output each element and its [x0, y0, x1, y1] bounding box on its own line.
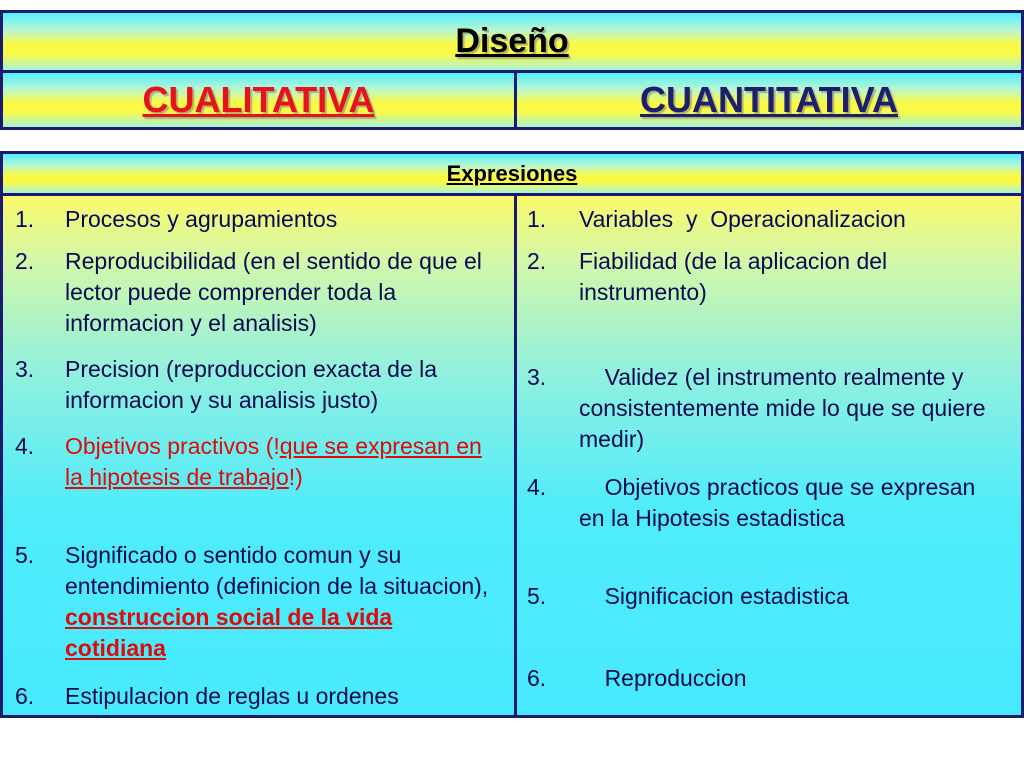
list-item [517, 663, 999, 694]
page-title: Diseño [455, 22, 569, 60]
item-number: 4. [15, 433, 35, 459]
list-item [517, 472, 999, 534]
item-text: Precision (reproduccion exacta de la informacion y su analisis justo) [65, 356, 438, 413]
item-number: 5. [527, 583, 547, 609]
item-text: Objetivos practicos que se expresan en la Hipotesis estadistica [579, 474, 982, 531]
item-text [65, 540, 499, 664]
list-item [517, 581, 999, 612]
item-number: 5. [15, 542, 35, 568]
item-number: 4. [527, 474, 547, 500]
list-item [3, 204, 499, 235]
expressions-cells [3, 196, 1021, 715]
item-number: 6. [527, 665, 547, 691]
item-text-pre: Objetivos practivos (! [65, 433, 280, 459]
item-number: 2. [527, 248, 547, 274]
expresiones-row [3, 154, 1021, 196]
cualitativa-list [3, 196, 517, 715]
list-item [3, 431, 499, 493]
header-table [0, 10, 1024, 130]
column-header-cuantitativa [517, 73, 1021, 127]
item-text-post: !) [288, 464, 303, 490]
item-number: 1. [527, 206, 547, 232]
item-number: 1. [15, 206, 35, 232]
list-item [3, 246, 499, 339]
item-text: Fiabilidad (de la aplicacion del instrumento) [579, 248, 888, 305]
item-text: Estipulacion de reglas u ordenes [65, 683, 399, 709]
item-text-pre: Significado o sentido comun y su entendimiento (definicion de la situacion), [65, 542, 489, 599]
column-header-cualitativa [3, 73, 517, 127]
expressions-table [0, 151, 1024, 718]
item-number: 3. [527, 364, 547, 390]
item-text: Reproduccion [579, 665, 747, 691]
list-item [517, 362, 999, 455]
item-text [65, 431, 499, 493]
item-text: Reproducibilidad (en el sentido de que el lector puede comprender toda la informacion y el analisis) [65, 248, 482, 336]
cuantitativa-list [517, 196, 1021, 715]
list-item [517, 204, 999, 235]
social-construction-link[interactable]: construccion social de la vida cotidiana [65, 604, 393, 661]
item-number: 6. [15, 683, 35, 709]
cualitativa-label: CUALITATIVA [142, 79, 375, 120]
item-text: Procesos y agrupamientos [65, 206, 338, 232]
item-text: Significacion estadistica [579, 583, 849, 609]
item-text: Validez (el instrumento realmente y consistentemente mide lo que se quiere medir) [579, 364, 992, 452]
cuantitativa-label: CUANTITATIVA [640, 79, 898, 120]
title-row [3, 13, 1021, 73]
list-item [517, 246, 999, 308]
column-header-row [3, 73, 1021, 127]
list-item [3, 354, 499, 416]
list-item [3, 540, 499, 664]
expresiones-title: Expresiones [446, 160, 578, 186]
item-number: 3. [15, 356, 35, 382]
item-number: 2. [15, 248, 35, 274]
hypothesis-link[interactable]: que se expresan en la hipotesis de trabajo [65, 433, 482, 490]
list-item [3, 681, 499, 712]
item-text: Variables y Operacionalizacion [579, 206, 906, 232]
